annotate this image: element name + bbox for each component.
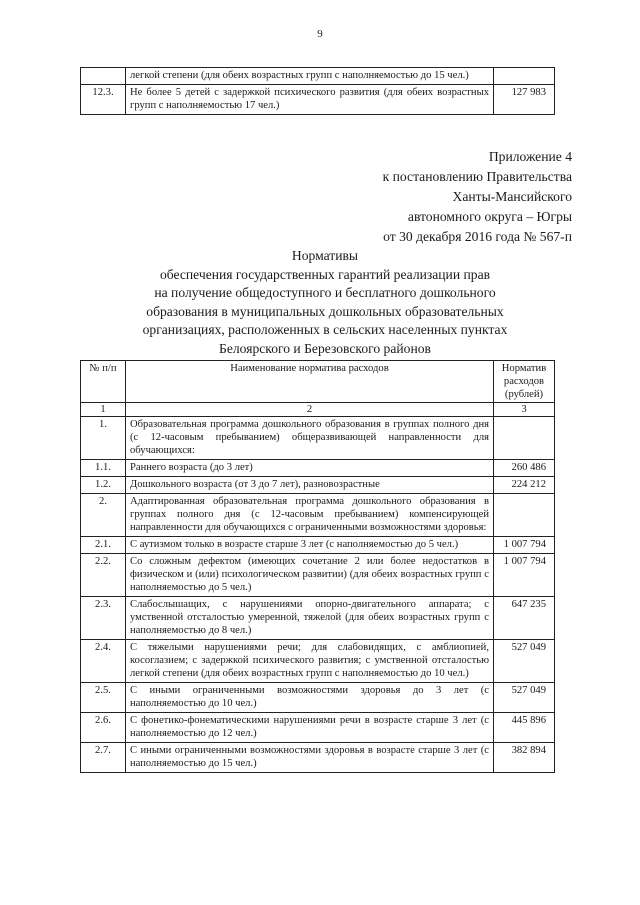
appendix-line: к постановлению Правительства bbox=[382, 169, 572, 184]
col-number: 3 bbox=[494, 403, 555, 417]
col-number: 2 bbox=[126, 403, 494, 417]
row-number: 1.2. bbox=[81, 477, 126, 494]
table-row bbox=[81, 85, 555, 115]
row-number: 2. bbox=[81, 494, 126, 537]
row-number: 2.6. bbox=[81, 713, 126, 743]
row-description: легкой степени (для обеих возрастных групп с наполняемостью до 15 чел.) bbox=[126, 68, 494, 85]
row-number bbox=[81, 68, 126, 85]
row-description: Дошкольного возраста (от 3 до 7 лет), разновозрастные bbox=[126, 477, 494, 494]
row-description: С тяжелыми нарушениями речи; для слабовидящих, с амблиопией, косоглазием; с задержкой психического развития; с умственной отсталостью легкой степени (для обеих возрастных групп с наполняемостью до 10 чел.) bbox=[126, 640, 494, 683]
row-description: Раннего возраста (до 3 лет) bbox=[126, 460, 494, 477]
row-description: Не более 5 детей с задержкой психического развития (для обеих возрастных групп с наполняемостью 17 чел.) bbox=[126, 85, 494, 115]
row-value: 647 235 bbox=[494, 597, 555, 640]
title-line: образования в муниципальных дошкольных образовательных bbox=[146, 303, 504, 319]
document-title bbox=[60, 247, 590, 358]
table-row bbox=[81, 477, 555, 494]
row-value bbox=[494, 494, 555, 537]
row-number: 2.5. bbox=[81, 683, 126, 713]
col-number: 1 bbox=[81, 403, 126, 417]
row-value: 1 007 794 bbox=[494, 554, 555, 597]
table-row bbox=[81, 68, 555, 85]
appendix-line: Ханты-Мансийского bbox=[452, 189, 572, 204]
appendix-line: автономного округа – Югры bbox=[407, 209, 572, 224]
table-row bbox=[81, 494, 555, 537]
table-row bbox=[81, 417, 555, 460]
table-row bbox=[81, 554, 555, 597]
row-number: 1.1. bbox=[81, 460, 126, 477]
title-line: обеспечения государственных гарантий реализации прав bbox=[159, 266, 491, 282]
row-value: 382 894 bbox=[494, 743, 555, 773]
row-number: 2.3. bbox=[81, 597, 126, 640]
row-description: С иными ограниченными возможностями здоровья в возрасте старше 3 лет (с наполняемостью до 15 чел.) bbox=[126, 743, 494, 773]
table-row bbox=[81, 597, 555, 640]
row-description: Адаптированная образовательная программа дошкольного образования в группах полного дня (с 12-часовым пребыванием) компенсирующей направленности для обучающихся с ограниченными возможностями здоровья: bbox=[126, 494, 494, 537]
title-line: организациях, расположенных в сельских населенных пунктах bbox=[142, 322, 508, 337]
table-row bbox=[81, 713, 555, 743]
row-description: Со сложным дефектом (имеющих сочетание 2 или более недостатков в физическом и (или) психологическом развитии) (для обеих возрастных групп с наполняемостью до 5 чел.) bbox=[126, 554, 494, 597]
header-num: № п/п bbox=[81, 361, 126, 403]
appendix-line: Приложение 4 bbox=[488, 149, 572, 164]
column-number-row bbox=[81, 403, 555, 417]
header-name: Наименование норматива расходов bbox=[126, 361, 494, 403]
row-value: 224 212 bbox=[494, 477, 555, 494]
row-description: С аутизмом только в возрасте старше 3 лет (с наполняемостью до 5 чел.) bbox=[126, 537, 494, 554]
header-norm: Норматив расходов (рублей) bbox=[494, 361, 555, 403]
table-row bbox=[81, 537, 555, 554]
row-value: 527 049 bbox=[494, 683, 555, 713]
norms-table bbox=[80, 360, 555, 773]
row-description: С фонетико-фонематическими нарушениями речи в возрасте старше 3 лет (с наполняемостью до 12 чел.) bbox=[126, 713, 494, 743]
table-row bbox=[81, 683, 555, 713]
continued-table bbox=[80, 67, 555, 115]
row-description: Образовательная программа дошкольного образования в группах полного дня (с 12-часовым пребыванием) общеразвивающей направленности для обучающихся: bbox=[126, 417, 494, 460]
row-number: 1. bbox=[81, 417, 126, 460]
row-value: 527 049 bbox=[494, 640, 555, 683]
row-number: 2.1. bbox=[81, 537, 126, 554]
title-line: Белоярского и Березовского районов bbox=[219, 340, 431, 356]
page-number: 9 bbox=[317, 28, 323, 40]
title-line: на получение общедоступного и бесплатного дошкольного bbox=[154, 285, 496, 300]
row-number: 2.7. bbox=[81, 743, 126, 773]
row-number: 2.4. bbox=[81, 640, 126, 683]
row-value: 1 007 794 bbox=[494, 537, 555, 554]
row-description: Слабослышащих, с нарушениями опорно-двигательного аппарата; с умственной отсталостью умеренной, тяжелой (для обеих возрастных групп с наполняемостью до 8 чел.) bbox=[126, 597, 494, 640]
row-value bbox=[494, 417, 555, 460]
row-number: 2.2. bbox=[81, 554, 126, 597]
header-row bbox=[81, 361, 555, 403]
appendix-reference bbox=[383, 147, 572, 247]
table-row bbox=[81, 743, 555, 773]
row-description: С иными ограниченными возможностями здоровья до 3 лет (с наполняемостью до 10 чел.) bbox=[126, 683, 494, 713]
table-row bbox=[81, 460, 555, 477]
appendix-line: от 30 декабря 2016 года № 567-п bbox=[383, 229, 572, 244]
row-value bbox=[494, 68, 555, 85]
row-value: 260 486 bbox=[494, 460, 555, 477]
row-number: 12.3. bbox=[81, 85, 126, 115]
row-value: 445 896 bbox=[494, 713, 555, 743]
table-row bbox=[81, 640, 555, 683]
row-value: 127 983 bbox=[494, 85, 555, 115]
title-line: Нормативы bbox=[291, 248, 359, 263]
